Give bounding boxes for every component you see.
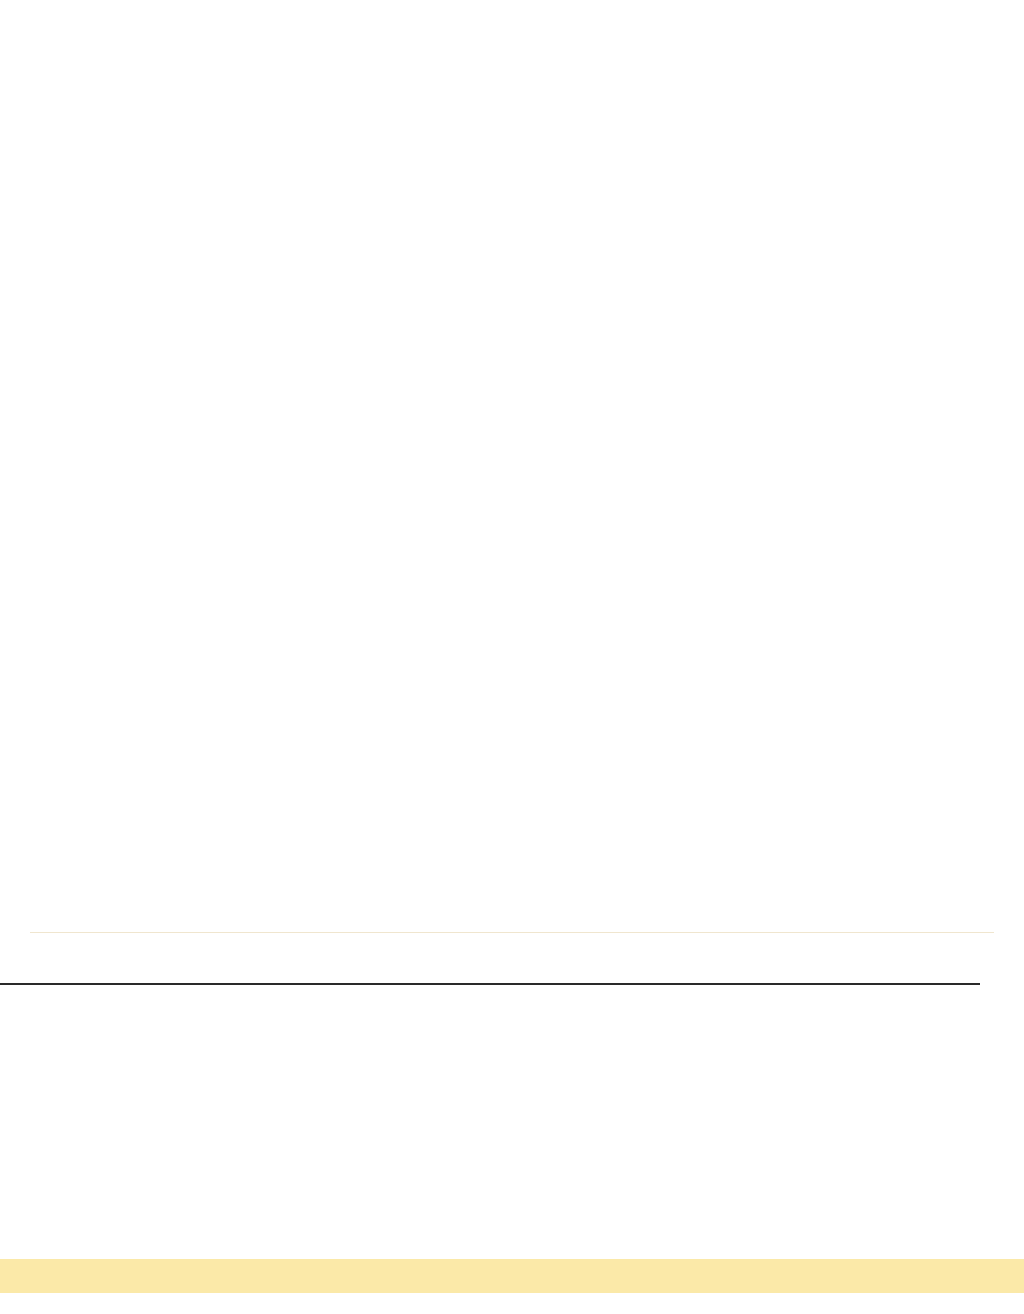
section-rule xyxy=(0,983,980,985)
divider xyxy=(30,932,994,933)
page-footer xyxy=(0,1259,1024,1293)
table-header xyxy=(30,1031,994,1052)
delegated-actions-table xyxy=(30,1031,994,1052)
